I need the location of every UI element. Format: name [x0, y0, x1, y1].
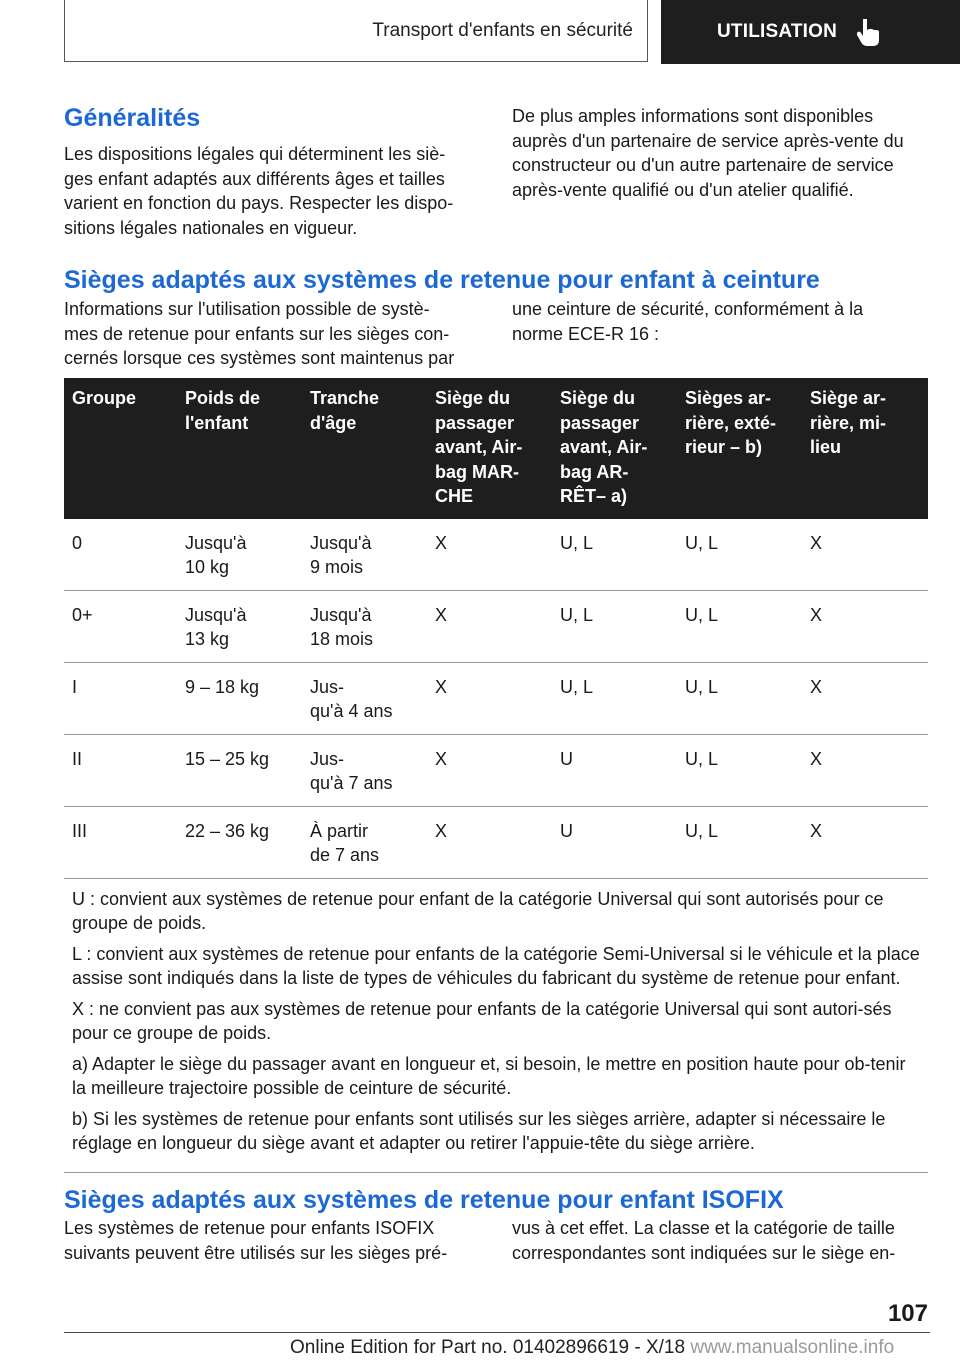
- generalities-left-text: Les dispositions légales qui déterminent les siè- ges enfant adaptés aux différents âges et tailles varient en fonction du pays. Respecter les dispo- sitions légales nationales en vigueur.: [64, 144, 454, 238]
- note-x: X : ne convient pas aux systèmes de retenue pour enfants de la catégorie Universal qui sont autori-sés pour ce groupe de poids.: [72, 998, 892, 1043]
- note-l: L : convient aux systèmes de retenue pour enfants de la catégorie Semi-Universal si le véhicule et la place assise sont indiqués dans la liste de types de véhicules du fabricant du système de retenue pour enfant.: [72, 943, 920, 988]
- table-cell: U, L: [677, 519, 802, 591]
- table-row: [64, 519, 928, 591]
- generalities-heading: Généralités: [64, 104, 201, 132]
- footer-divider: [64, 1332, 930, 1333]
- site-watermark[interactable]: www.manualsonline.info: [690, 1337, 895, 1358]
- table-cell: X: [427, 519, 552, 591]
- table-cell: III: [64, 806, 177, 878]
- column-header: Tranche d'âge: [302, 378, 427, 519]
- table-cell: X: [427, 734, 552, 806]
- table-cell: II: [64, 734, 177, 806]
- table-cell: U, L: [677, 662, 802, 734]
- chapter-title: UTILISATION: [717, 21, 838, 42]
- table-cell: Jusqu'à 13 kg: [177, 590, 302, 662]
- table-row: [64, 806, 928, 878]
- column-header: Sièges ar- rière, exté- rieur – b): [677, 378, 802, 519]
- table-cell: Jusqu'à 10 kg: [177, 519, 302, 591]
- table-cell: X: [427, 806, 552, 878]
- section-header: [64, 0, 648, 62]
- table-cell: U, L: [677, 590, 802, 662]
- column-header: Siège ar- rière, mi- lieu: [802, 378, 928, 519]
- table-cell: Jusqu'à 9 mois: [302, 519, 427, 591]
- column-header: Poids de l'enfant: [177, 378, 302, 519]
- table-cell: U, L: [677, 734, 802, 806]
- belt-seats-left-text: Informations sur l'utilisation possible de systè- mes de retenue pour enfants sur les sièges con- cernés lorsque ces systèmes sont maintenus par: [64, 299, 455, 368]
- belt-seats-heading: Sièges adaptés aux systèmes de retenue pour enfant à ceinture: [64, 266, 820, 294]
- note-u: U : convient aux systèmes de retenue pour enfant de la catégorie Universal qui sont autorisés pour ce groupe de poids.: [72, 888, 884, 933]
- column-header: Siège du passager avant, Air- bag AR- RÊT– a): [552, 378, 677, 519]
- table-cell: À partir de 7 ans: [302, 806, 427, 878]
- belt-seats-right-text: une ceinture de sécurité, conformément à la norme ECE-R 16 :: [512, 299, 864, 344]
- child-seat-table: [64, 378, 928, 1173]
- table-cell: X: [802, 519, 928, 591]
- pointing-hand-icon: [857, 17, 883, 47]
- table-row: [64, 734, 928, 806]
- edition-text: Online Edition for Part no. 01402896619 - X/18: [290, 1337, 686, 1358]
- table-cell: U, L: [552, 590, 677, 662]
- table-cell: X: [427, 590, 552, 662]
- table-cell: 22 – 36 kg: [177, 806, 302, 878]
- table-cell: I: [64, 662, 177, 734]
- note-a: a) Adapter le siège du passager avant en longueur et, si besoin, le mettre en position haute pour ob-tenir la meilleure trajectoire possible de ceinture de sécurité.: [72, 1053, 906, 1098]
- table-cell: U, L: [677, 806, 802, 878]
- footer: [290, 1337, 894, 1359]
- table-notes: [64, 878, 928, 1172]
- table-cell: X: [802, 662, 928, 734]
- table-row: [64, 590, 928, 662]
- table-cell: X: [802, 734, 928, 806]
- table-cell: 9 – 18 kg: [177, 662, 302, 734]
- table-cell: X: [802, 590, 928, 662]
- note-b: b) Si les systèmes de retenue pour enfants sont utilisés sur les sièges arrière, adapter si nécessaire le réglage en longueur du siège avant et adapter ou retirer l'appuie-tête du siège arrière.: [72, 1108, 886, 1153]
- section-title: Transport d'enfants en sécurité: [372, 19, 633, 41]
- table-header-row: [64, 378, 928, 519]
- column-header: Groupe: [64, 378, 177, 519]
- table-cell: 15 – 25 kg: [177, 734, 302, 806]
- table-cell: U, L: [552, 519, 677, 591]
- column-header: Siège du passager avant, Air- bag MAR- CHE: [427, 378, 552, 519]
- isofix-left-text: Les systèmes de retenue pour enfants ISOFIX suivants peuvent être utilisés sur les sièges pré-: [64, 1218, 448, 1263]
- table-cell: Jusqu'à 18 mois: [302, 590, 427, 662]
- table-cell: Jus- qu'à 4 ans: [302, 662, 427, 734]
- generalities-right-text: De plus amples informations sont disponibles auprès d'un partenaire de service après-vente du constructeur ou d'un autre partenaire de service après-vente qualifié ou d'un atelier qualifié.: [512, 106, 904, 200]
- isofix-right-text: vus à cet effet. La classe et la catégorie de taille correspondantes sont indiquées sur le siège en-: [512, 1218, 896, 1263]
- table-cell: 0+: [64, 590, 177, 662]
- table-cell: U, L: [552, 662, 677, 734]
- isofix-heading: Sièges adaptés aux systèmes de retenue pour enfant ISOFIX: [64, 1186, 784, 1214]
- table-cell: Jus- qu'à 7 ans: [302, 734, 427, 806]
- table-cell: U: [552, 806, 677, 878]
- table-cell: X: [427, 662, 552, 734]
- chapter-header: [661, 0, 960, 64]
- table-cell: X: [802, 806, 928, 878]
- table-notes-row: [64, 878, 928, 1172]
- table-cell: U: [552, 734, 677, 806]
- table-row: [64, 662, 928, 734]
- table-cell: 0: [64, 519, 177, 591]
- page-number: 107: [887, 1300, 928, 1327]
